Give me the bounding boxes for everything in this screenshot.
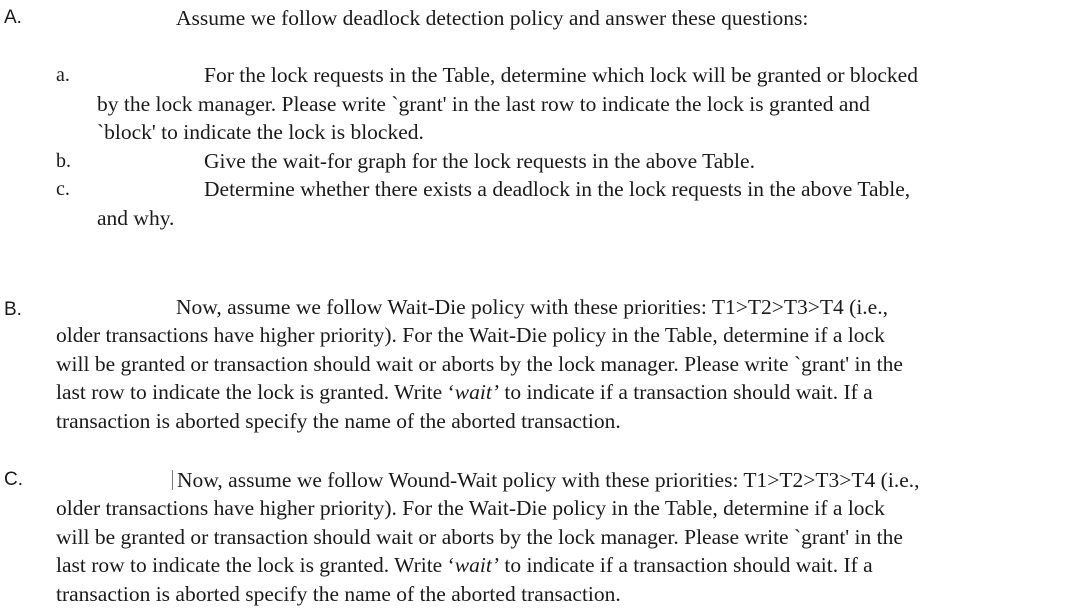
section-a-intro: Assume we follow deadlock detection policy and answer these questions:	[176, 6, 809, 30]
section-c-line5: transaction is aborted specify the name of the aborted transaction.	[56, 582, 621, 606]
section-b-label: B.	[4, 299, 22, 320]
item-a-label: a.	[56, 64, 70, 86]
section-a-label: A.	[4, 7, 22, 28]
item-a-line1: For the lock requests in the Table, determine which lock will be granted or blocked	[204, 63, 918, 87]
section-c-line4	[56, 551, 873, 580]
section-b-line4-post: to indicate if a transaction should wait. If a	[498, 380, 873, 404]
section-b-line2: older transactions have higher priority). For the Wait-Die policy in the Table, determine if a lock	[56, 323, 885, 347]
item-b-line1: Give the wait-for graph for the lock requests in the above Table.	[204, 149, 755, 173]
section-b-line1: Now, assume we follow Wait-Die policy with these priorities: T1>T2>T3>T4 (i.e.,	[176, 295, 888, 319]
section-c-line3: will be granted or transaction should wait or aborts by the lock manager. Please write `grant' in the	[56, 525, 903, 549]
section-c-line4-em: wait’	[454, 553, 499, 577]
section-c-line4-post: to indicate if a transaction should wait. If a	[498, 553, 873, 577]
item-b-label: b.	[56, 150, 71, 172]
item-c-label: c.	[56, 178, 70, 200]
section-b-line4-pre: last row to indicate the lock is granted. Write ‘	[56, 380, 455, 404]
item-c-line1: Determine whether there exists a deadlock in the lock requests in the above Table,	[204, 177, 911, 201]
item-a-line2: by the lock manager. Please write `grant' in the last row to indicate the lock is granted and	[97, 92, 870, 116]
text-cursor-icon	[172, 470, 173, 490]
section-c-label: C.	[4, 469, 23, 490]
item-c-line2: and why.	[97, 206, 175, 230]
section-c-line4-pre: last row to indicate the lock is granted. Write ‘	[56, 553, 455, 577]
item-a-line3: `block' to indicate the lock is blocked.	[97, 120, 424, 144]
section-b-line3: will be granted or transaction should wait or aborts by the lock manager. Please write `grant' in the	[56, 352, 903, 376]
section-c-line1-wrap	[172, 466, 920, 495]
section-b-line5: transaction is aborted specify the name of the aborted transaction.	[56, 409, 621, 433]
section-b-line4-em: wait’	[454, 380, 499, 404]
section-c-line2: older transactions have higher priority). For the Wait-Die policy in the Table, determine if a lock	[56, 496, 885, 520]
section-b-line4	[56, 378, 873, 407]
section-c-line1: Now, assume we follow Wound-Wait policy with these priorities: T1>T2>T3>T4 (i.e.,	[177, 468, 920, 492]
